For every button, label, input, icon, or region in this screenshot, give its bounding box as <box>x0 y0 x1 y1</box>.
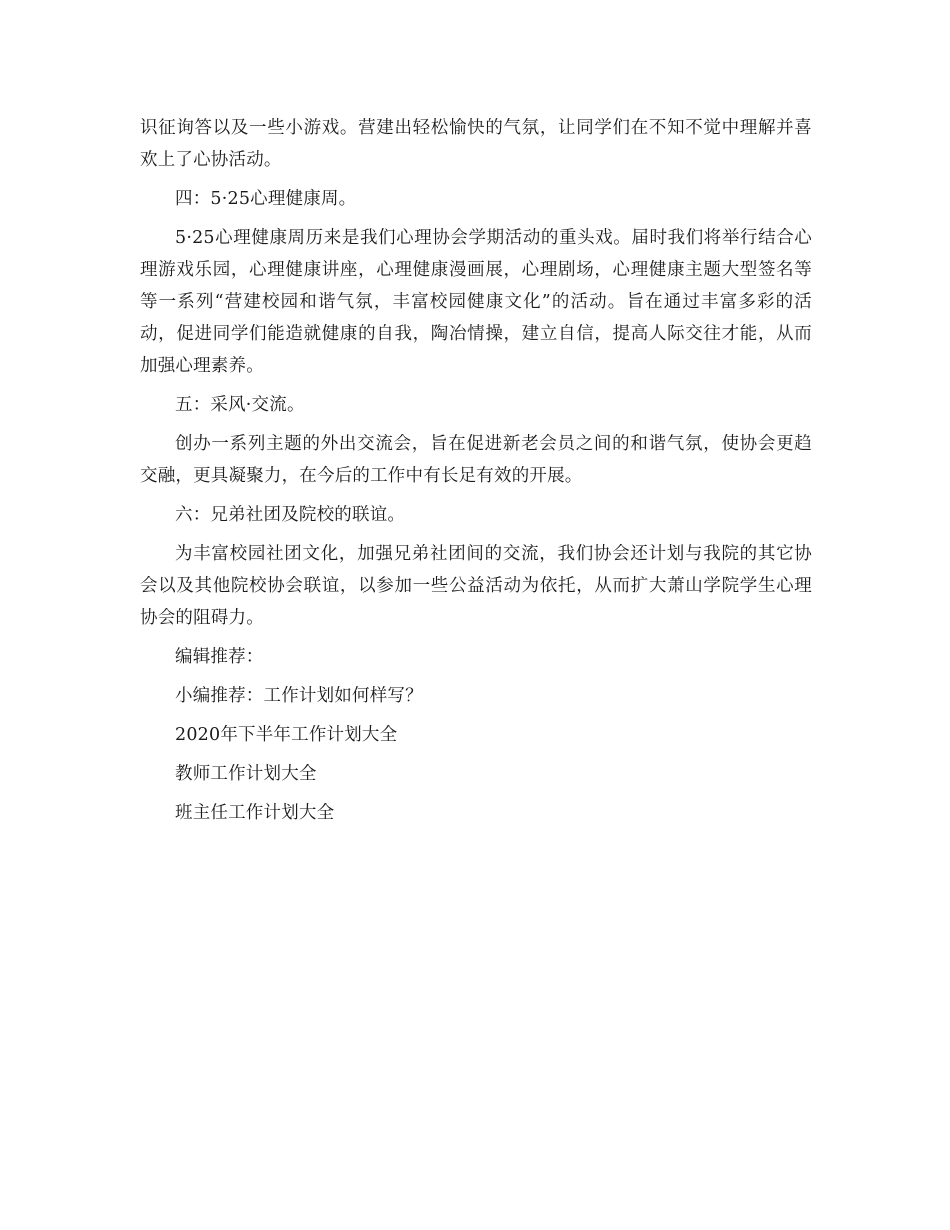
document-page <box>140 112 812 836</box>
recommend-link-how-to-write[interactable]: 小编推荐：工作计划如何样写？ <box>175 686 423 706</box>
section-heading-five: 五：采风·交流。 <box>175 395 305 415</box>
recommend-label: 编辑推荐： <box>175 647 264 667</box>
recommend-link-head-teacher[interactable]: 班主任工作计划大全 <box>175 803 335 823</box>
recommend-link-2020-h2[interactable]: 2020年下半年工作计划大全 <box>175 725 398 745</box>
paragraph-four: 5·25心理健康周历来是我们心理协会学期活动的重头戏。届时我们将举行结合心理游戏乐园，心理健康讲座，心理健康漫画展，心理剧场，心理健康主题大型签名等等一系列“营建校园和谐气氛，丰富校园健康文化”的活动。旨在通过丰富多彩的活动，促进同学们能造就健康的自我，陶冶情操，建立自信，提高人际交往才能，从而加强心理素养。 <box>140 228 812 376</box>
paragraph-five: 创办一系列主题的外出交流会，旨在促进新老会员之间的和谐气氛，使协会更趋交融，更具凝聚力，在今后的工作中有长足有效的开展。 <box>140 434 812 486</box>
paragraph-six: 为丰富校园社团文化，加强兄弟社团间的交流，我们协会还计划与我院的其它协会以及其他院校协会联谊，以参加一些公益活动为依托，从而扩大萧山学院学生心理协会的阻碍力。 <box>140 544 812 628</box>
paragraph-continued: 识征询答以及一些小游戏。营建出轻松愉快的气氛，让同学们在不知不觉中理解并喜欢上了心协活动。 <box>140 118 812 170</box>
section-heading-four: 四：5·25心理健康周。 <box>175 189 357 209</box>
recommend-link-teacher[interactable]: 教师工作计划大全 <box>175 764 317 784</box>
section-heading-six: 六：兄弟社团及院校的联谊。 <box>175 505 406 525</box>
